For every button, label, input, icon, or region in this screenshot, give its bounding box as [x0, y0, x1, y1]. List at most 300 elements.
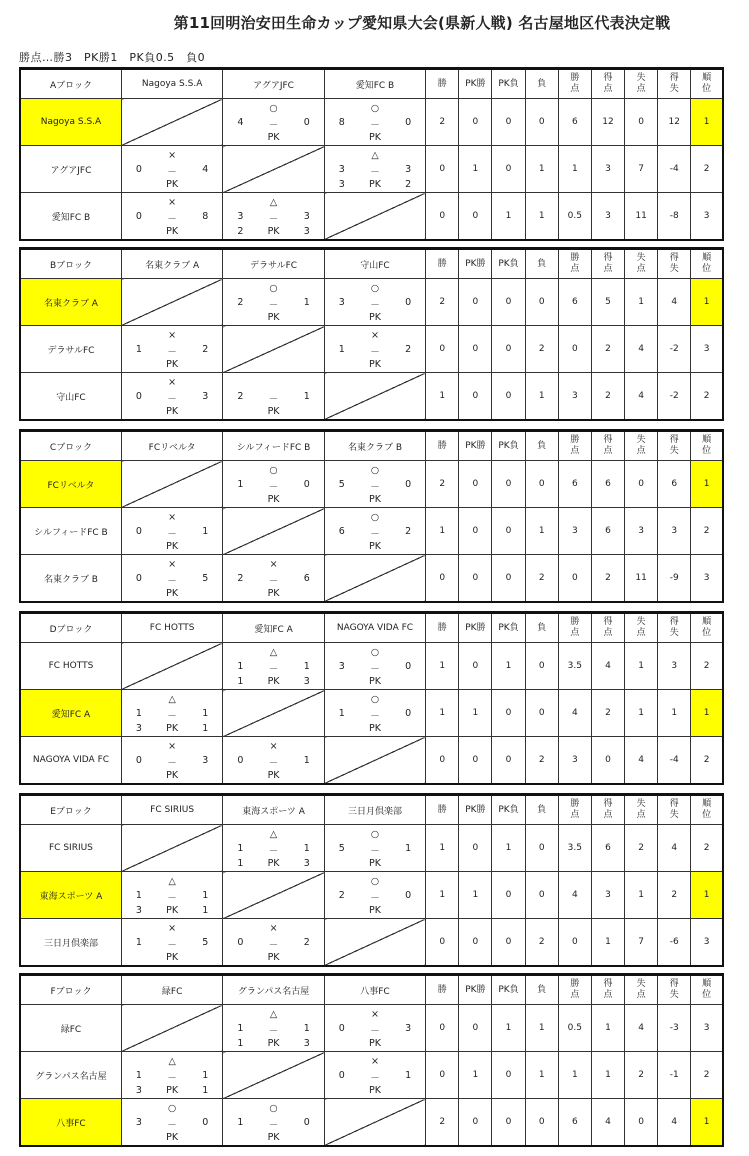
stat-header-text: PK勝	[465, 984, 486, 995]
stat-cell: 1	[558, 1052, 591, 1099]
block-label: Aブロック	[20, 69, 121, 99]
team-name: グランパス名古屋	[20, 1052, 121, 1099]
stat-header-text: 位	[702, 84, 712, 94]
stat-cell: 2	[591, 555, 624, 603]
stat-cell: 0	[492, 1099, 525, 1147]
score-right: 3	[303, 211, 310, 222]
stat-header-text: 勝	[570, 435, 580, 445]
score-dash: －	[370, 1073, 380, 1084]
stat-header-text: 位	[702, 264, 712, 274]
score-right: 1	[303, 843, 310, 854]
team-name: 緑FC	[20, 1005, 121, 1052]
score-left: 2	[237, 297, 244, 308]
stat-header-text: 失	[669, 84, 679, 94]
match-result-cell	[223, 1005, 324, 1052]
rank-cell: 3	[691, 193, 723, 241]
block-label: Cブロック	[20, 431, 121, 461]
stat-cell: 4	[625, 737, 658, 785]
score-right: 1	[303, 1023, 310, 1034]
score-left: 0	[135, 211, 142, 222]
team-column-header: FCリベルタ	[121, 431, 222, 461]
rank-cell: 2	[691, 737, 723, 785]
score-dash: －	[268, 664, 279, 675]
stat-header-text: 勝	[437, 984, 447, 995]
score-left: 1	[135, 890, 142, 901]
team-row	[20, 737, 723, 785]
score-left: 0	[135, 526, 142, 537]
stat-header-text: 失	[669, 628, 679, 638]
block-table	[19, 429, 724, 603]
stat-cell: 1	[426, 690, 459, 737]
stat-header-text: 位	[702, 628, 712, 638]
stat-header	[591, 613, 624, 643]
pk-score-left: 1	[237, 1038, 244, 1049]
result-symbol: △	[269, 647, 278, 658]
stat-cell: 0	[525, 1099, 558, 1147]
stat-cell: 0	[426, 326, 459, 373]
stat-cell: -4	[658, 146, 691, 193]
stat-header-text: 順	[702, 617, 712, 627]
pk-score-left: 3	[338, 179, 345, 190]
team-name: 愛知FC B	[20, 193, 121, 241]
pk-label: PK	[368, 905, 381, 916]
score-right: 1	[202, 1070, 209, 1081]
score-right: 1	[405, 843, 412, 854]
self-match-cell	[121, 643, 222, 690]
self-match-cell	[223, 1052, 324, 1099]
team-name: 名東クラブ B	[20, 555, 121, 603]
self-match-cell	[121, 279, 222, 326]
team-column-header: 八事FC	[324, 975, 425, 1005]
pk-label: PK	[368, 723, 381, 734]
stat-cell: -9	[658, 555, 691, 603]
stat-cell: 0	[525, 643, 558, 690]
result-symbol: ×	[370, 1056, 379, 1067]
stat-cell: 2	[525, 919, 558, 967]
stat-header-text: 点	[636, 628, 646, 638]
stat-header-text: 失	[636, 73, 646, 83]
stat-header-text: 順	[702, 799, 712, 809]
match-result-cell	[223, 555, 324, 603]
pk-label: PK	[368, 676, 381, 687]
stat-cell: 1	[591, 1052, 624, 1099]
team-name: 八事FC	[20, 1099, 121, 1147]
stat-cell: 2	[525, 326, 558, 373]
stat-header-text: 負	[537, 622, 547, 633]
match-result-cell	[121, 326, 222, 373]
score-right: 4	[202, 164, 209, 175]
stat-cell: 0	[459, 373, 492, 421]
team-column-header: 守山FC	[324, 249, 425, 279]
stat-header	[591, 431, 624, 461]
result-symbol: ×	[269, 559, 278, 570]
stat-cell: -4	[658, 737, 691, 785]
score-right: 5	[202, 937, 209, 948]
stat-header	[558, 69, 591, 99]
result-symbol: ×	[168, 197, 177, 208]
stat-header-text: 失	[636, 799, 646, 809]
pk-label: PK	[166, 952, 179, 963]
stat-cell: 2	[625, 825, 658, 872]
score-dash: －	[268, 1120, 279, 1131]
stat-header	[426, 975, 459, 1005]
stat-header	[691, 613, 723, 643]
stat-cell: 1	[591, 1005, 624, 1052]
rank-cell: 1	[691, 872, 723, 919]
stat-cell: 1	[426, 373, 459, 421]
stat-header-text: 点	[603, 264, 613, 274]
stat-cell: 1	[492, 193, 525, 241]
stat-header	[525, 249, 558, 279]
stat-cell: 3	[558, 737, 591, 785]
result-symbol: ○	[370, 465, 380, 476]
score-left: 1	[237, 1023, 244, 1034]
stat-cell: 1	[525, 1005, 558, 1052]
stat-header-text: 点	[570, 264, 580, 274]
self-match-cell	[223, 690, 324, 737]
stat-cell: 2	[591, 373, 624, 421]
team-row	[20, 555, 723, 603]
team-row	[20, 825, 723, 872]
stat-header	[525, 613, 558, 643]
stat-header-text: 失	[669, 446, 679, 456]
result-symbol: △	[269, 1009, 278, 1020]
pk-label: PK	[166, 770, 179, 781]
team-column-header: アグアJFC	[223, 69, 324, 99]
stat-header-text: 負	[537, 78, 547, 89]
stat-cell: 0	[459, 1005, 492, 1052]
result-symbol: ×	[370, 1009, 379, 1020]
stat-header-text: 勝	[437, 440, 447, 451]
score-right: 2	[405, 526, 412, 537]
score-right: 0	[405, 479, 412, 490]
rank-cell: 3	[691, 555, 723, 603]
pk-label: PK	[368, 858, 381, 869]
block-label: Fブロック	[20, 975, 121, 1005]
stat-cell: 2	[591, 690, 624, 737]
page-title: 第11回明治安田生命カップ愛知県大会(県新人戦) 名古屋地区代表決定戦	[173, 14, 671, 32]
score-right: 0	[405, 297, 412, 308]
stat-header	[492, 613, 525, 643]
score-left: 0	[338, 1023, 345, 1034]
stat-header-text: 負	[537, 804, 547, 815]
stat-cell: 1	[525, 146, 558, 193]
result-symbol: ×	[370, 330, 379, 341]
score-left: 6	[338, 526, 345, 537]
match-result-cell	[223, 919, 324, 967]
score-right: 3	[202, 391, 209, 402]
result-symbol: ○	[269, 465, 278, 476]
stat-header	[492, 975, 525, 1005]
result-symbol: ○	[370, 829, 380, 840]
pk-score-left: 3	[135, 905, 142, 916]
block-table	[19, 611, 724, 785]
result-symbol: ×	[168, 923, 177, 934]
stat-cell: -1	[658, 1052, 691, 1099]
stat-cell: 3.5	[558, 643, 591, 690]
score-right: 1	[202, 708, 209, 719]
stat-cell: 12	[658, 99, 691, 146]
score-left: 2	[338, 890, 345, 901]
score-left: 0	[237, 755, 244, 766]
score-right: 1	[202, 890, 209, 901]
score-right: 0	[303, 117, 310, 128]
pk-score-left: 2	[237, 226, 244, 237]
stat-cell: -8	[658, 193, 691, 241]
stat-header-text: 点	[570, 84, 580, 94]
score-dash: －	[370, 529, 380, 540]
match-result-cell	[121, 872, 222, 919]
score-right: 0	[405, 708, 412, 719]
stat-cell: -2	[658, 326, 691, 373]
match-result-cell	[223, 373, 324, 421]
result-symbol: △	[269, 197, 278, 208]
stat-header	[492, 69, 525, 99]
stat-cell: 0	[459, 1099, 492, 1147]
result-symbol: ○	[370, 512, 380, 523]
stat-header-text: PK負	[498, 440, 519, 451]
match-result-cell	[223, 99, 324, 146]
stat-cell: 7	[625, 919, 658, 967]
match-result-cell	[121, 737, 222, 785]
stat-header-text: 点	[636, 264, 646, 274]
score-left: 3	[338, 164, 345, 175]
score-dash: －	[370, 1026, 380, 1037]
stat-cell: 2	[525, 555, 558, 603]
stat-cell: 2	[591, 326, 624, 373]
stat-cell: 1	[492, 643, 525, 690]
stat-cell: 1	[625, 279, 658, 326]
stat-cell: 1	[525, 1052, 558, 1099]
stat-header	[658, 431, 691, 461]
score-left: 5	[338, 843, 345, 854]
score-left: 1	[135, 344, 142, 355]
stat-header	[459, 613, 492, 643]
pk-label: PK	[267, 1132, 280, 1143]
team-name: Nagoya S.S.A	[20, 99, 121, 146]
stat-cell: 1	[625, 690, 658, 737]
score-left: 3	[135, 1117, 142, 1128]
team-row	[20, 690, 723, 737]
stat-header-text: PK負	[498, 984, 519, 995]
pk-label: PK	[267, 952, 280, 963]
stat-cell: 0	[459, 279, 492, 326]
score-right: 3	[202, 755, 209, 766]
stat-cell: 0	[459, 99, 492, 146]
match-result-cell	[324, 1052, 425, 1099]
score-left: 3	[338, 297, 345, 308]
stat-cell: 0	[492, 1052, 525, 1099]
stat-cell: 0	[426, 1005, 459, 1052]
match-result-cell	[223, 193, 324, 241]
stat-header	[691, 249, 723, 279]
block-header-row	[20, 249, 723, 279]
self-match-cell	[324, 919, 425, 967]
stat-cell: 4	[625, 373, 658, 421]
pk-score-right: 3	[303, 226, 310, 237]
stat-header-text: 失	[669, 264, 679, 274]
stat-cell: 4	[558, 690, 591, 737]
pk-label: PK	[166, 723, 179, 734]
stat-header	[459, 975, 492, 1005]
match-result-cell	[223, 279, 324, 326]
pk-score-left: 3	[135, 1085, 142, 1096]
stat-header-text: 点	[603, 628, 613, 638]
stat-header	[691, 431, 723, 461]
rank-cell: 1	[691, 690, 723, 737]
stat-cell: 0	[525, 99, 558, 146]
team-column-header: 名東クラブ B	[324, 431, 425, 461]
score-dash: －	[370, 300, 380, 311]
team-row	[20, 461, 723, 508]
result-symbol: ×	[168, 330, 177, 341]
stat-header-text: 順	[702, 435, 712, 445]
stat-cell: 0	[492, 99, 525, 146]
score-dash: －	[268, 482, 279, 493]
match-result-cell	[121, 1052, 222, 1099]
stat-header-text: 点	[570, 810, 580, 820]
score-dash: －	[370, 120, 380, 131]
score-right: 2	[405, 344, 412, 355]
score-right: 1	[202, 526, 209, 537]
pk-score-left: 1	[237, 676, 244, 687]
pk-label: PK	[267, 858, 280, 869]
stat-header	[658, 975, 691, 1005]
stat-cell: 1	[658, 690, 691, 737]
stat-cell: 5	[591, 279, 624, 326]
score-left: 1	[237, 1117, 244, 1128]
pk-score-right: 3	[303, 1038, 310, 1049]
stat-header-text: 負	[537, 258, 547, 269]
result-symbol: ×	[168, 559, 177, 570]
score-left: 1	[135, 708, 142, 719]
self-match-cell	[324, 1099, 425, 1147]
result-symbol: △	[371, 150, 379, 161]
stat-cell: 0	[525, 690, 558, 737]
stat-header-text: 得	[669, 979, 679, 989]
score-dash: －	[268, 300, 279, 311]
score-dash: －	[167, 214, 177, 225]
stat-header-text: PK負	[498, 804, 519, 815]
stat-cell: 0	[426, 193, 459, 241]
score-left: 4	[237, 117, 244, 128]
score-dash: －	[268, 120, 279, 131]
team-row	[20, 643, 723, 690]
result-symbol: ×	[269, 741, 278, 752]
team-column-header: シルフィードFC B	[223, 431, 324, 461]
stat-header	[591, 795, 624, 825]
block-table	[19, 247, 724, 421]
stat-cell: 1	[558, 146, 591, 193]
stat-cell: 2	[426, 99, 459, 146]
rank-cell: 2	[691, 508, 723, 555]
stat-header-text: 失	[636, 617, 646, 627]
stat-header	[459, 249, 492, 279]
stat-header-text: 得	[669, 435, 679, 445]
rank-cell: 1	[691, 461, 723, 508]
stat-header-text: 勝	[570, 253, 580, 263]
stat-cell: 11	[625, 193, 658, 241]
stat-header-text: 勝	[570, 799, 580, 809]
score-left: 1	[135, 1070, 142, 1081]
score-dash: －	[167, 576, 177, 587]
stat-header-text: 得	[603, 253, 613, 263]
match-result-cell	[223, 461, 324, 508]
stat-header	[591, 975, 624, 1005]
stat-cell: 0	[492, 279, 525, 326]
team-column-header: 名東クラブ A	[121, 249, 222, 279]
stat-cell: 1	[459, 146, 492, 193]
stat-header-text: 得	[603, 73, 613, 83]
stat-cell: 0	[492, 461, 525, 508]
stat-cell: 0	[625, 1099, 658, 1147]
stat-header-text: 失	[636, 435, 646, 445]
stat-header	[426, 613, 459, 643]
score-dash: －	[167, 711, 177, 722]
block-label: Dブロック	[20, 613, 121, 643]
match-result-cell	[223, 643, 324, 690]
stat-cell: 2	[625, 1052, 658, 1099]
pk-score-right: 2	[405, 179, 412, 190]
block-header-row	[20, 975, 723, 1005]
block-label: Eブロック	[20, 795, 121, 825]
score-right: 1	[303, 755, 310, 766]
result-symbol: ×	[168, 741, 177, 752]
team-row	[20, 146, 723, 193]
stat-cell: 6	[591, 508, 624, 555]
pk-score-left: 1	[237, 858, 244, 869]
result-symbol: △	[168, 1056, 176, 1067]
stat-cell: 4	[591, 643, 624, 690]
team-row	[20, 508, 723, 555]
stat-header-text: 失	[636, 979, 646, 989]
stat-cell: 0	[492, 146, 525, 193]
result-symbol: ○	[269, 283, 278, 294]
stat-header	[492, 249, 525, 279]
stat-header-text: 失	[636, 253, 646, 263]
stat-cell: 1	[426, 643, 459, 690]
result-symbol: ○	[370, 647, 380, 658]
score-left: 0	[135, 164, 142, 175]
stat-cell: 6	[558, 279, 591, 326]
stat-cell: 0	[459, 193, 492, 241]
stat-header-text: 勝	[437, 78, 447, 89]
team-row	[20, 1005, 723, 1052]
team-column-header: 愛知FC A	[223, 613, 324, 643]
team-row	[20, 326, 723, 373]
pk-score-right: 1	[202, 723, 209, 734]
stat-cell: 0	[459, 643, 492, 690]
self-match-cell	[121, 1005, 222, 1052]
stat-header	[492, 431, 525, 461]
stat-cell: 1	[459, 1052, 492, 1099]
score-left: 2	[237, 573, 244, 584]
rank-cell: 1	[691, 99, 723, 146]
stat-header-text: 点	[603, 446, 613, 456]
stat-cell: 4	[558, 872, 591, 919]
self-match-cell	[223, 872, 324, 919]
team-column-header: 愛知FC B	[324, 69, 425, 99]
score-dash: －	[370, 711, 380, 722]
pk-score-right: 3	[303, 676, 310, 687]
stat-cell: -6	[658, 919, 691, 967]
stat-cell: 0	[492, 373, 525, 421]
stat-header	[426, 431, 459, 461]
match-result-cell	[324, 643, 425, 690]
stat-header-text: 点	[636, 446, 646, 456]
pk-label: PK	[267, 676, 280, 687]
score-left: 1	[338, 708, 345, 719]
